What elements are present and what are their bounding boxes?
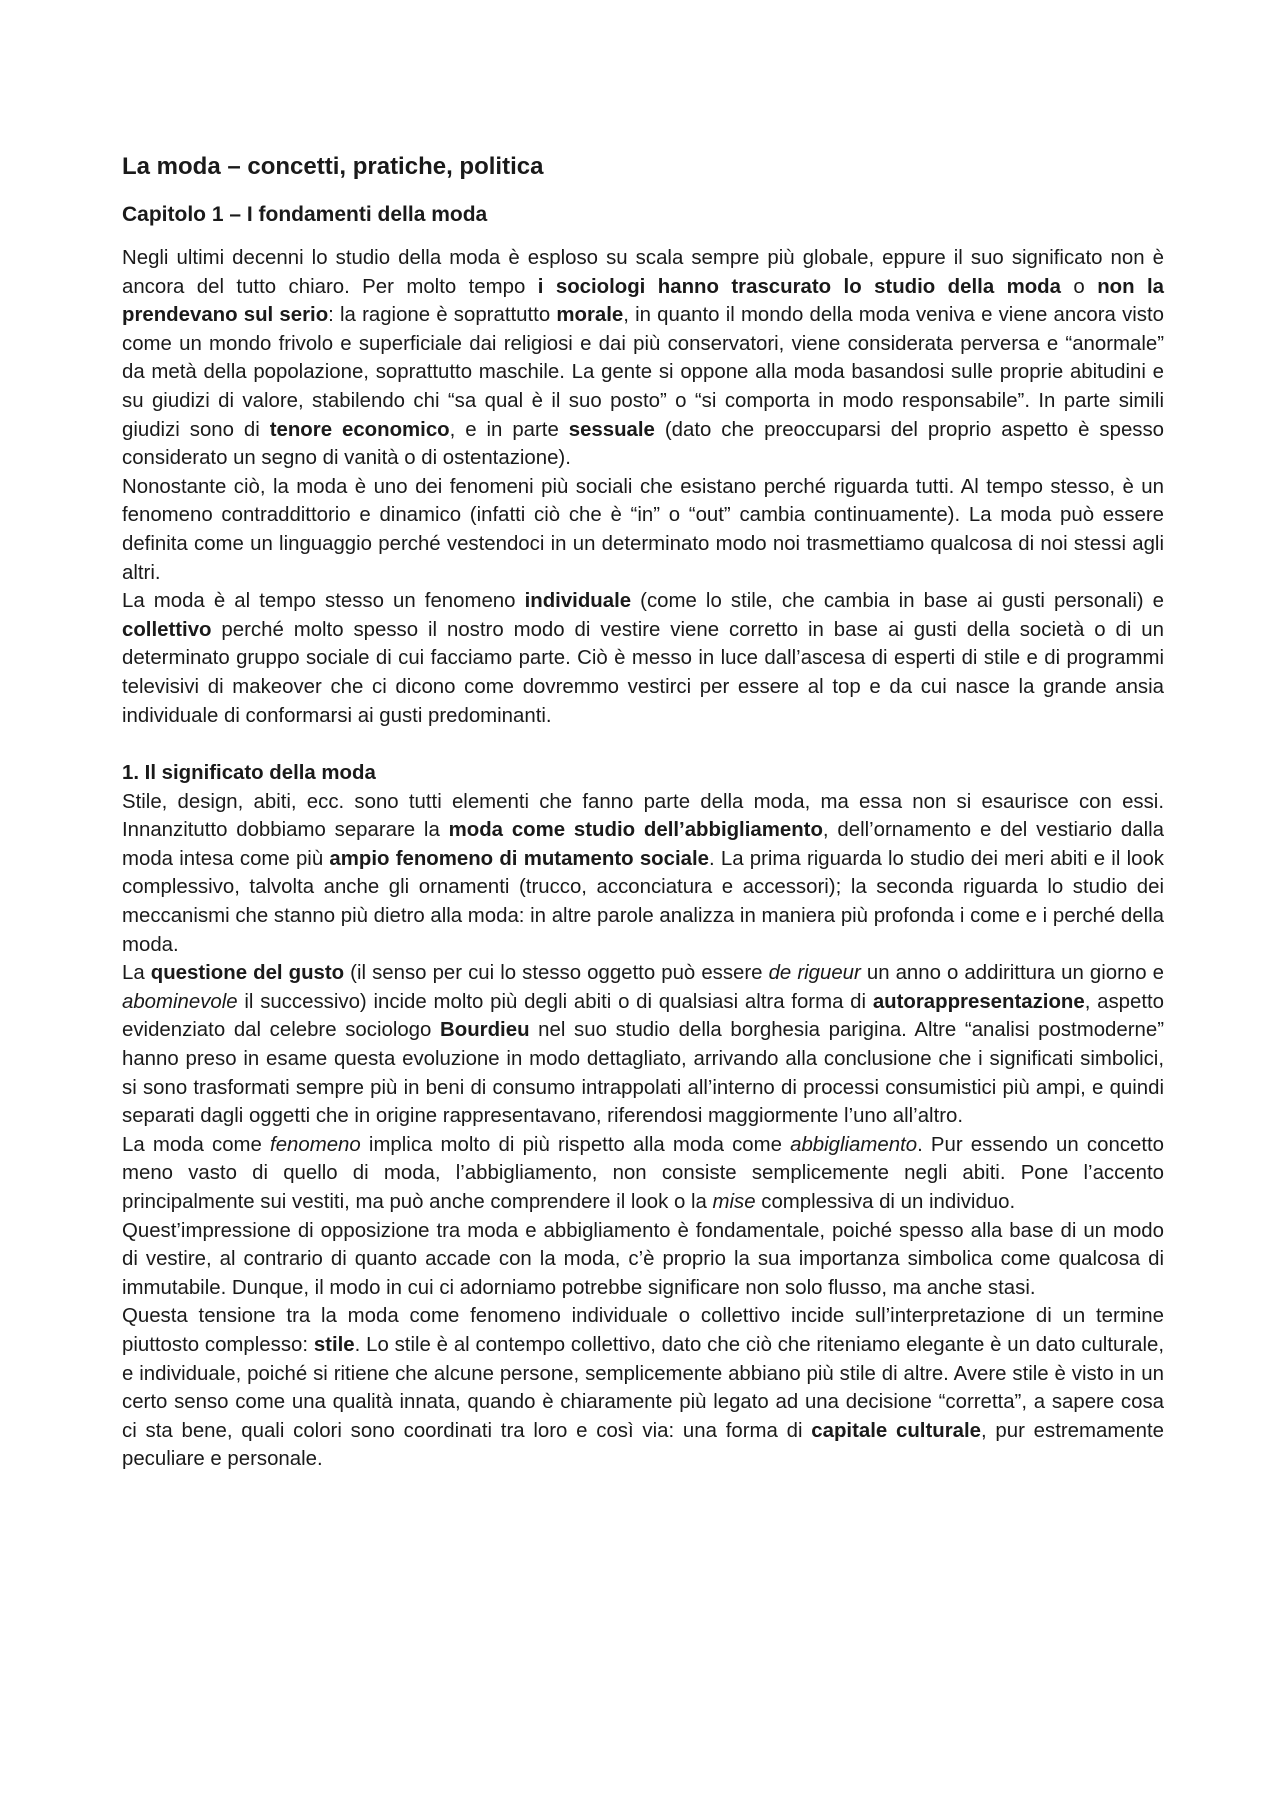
document-page — [122, 150, 1164, 1474]
bold-text: autorappresentazione — [872, 990, 1085, 1013]
text-run: La — [122, 962, 151, 985]
bold-text: questione del gusto — [150, 962, 345, 985]
bold-text: morale — [556, 304, 624, 327]
section-paragraph-2 — [122, 959, 1164, 1131]
section-paragraph-1 — [122, 788, 1164, 960]
bold-text: individuale — [524, 590, 632, 613]
italic-text: fenomeno — [270, 1133, 361, 1156]
text-run: . Lo stile è al contempo collettivo, dato che ciò che riteniamo elegante è un dato culturale, e individuale, poiché si ritiene che alcune persone, semplicemente abbiano più stile di altre. Avere stile è visto in un certo senso come una qualità innata, quando è chiaramente più legato ad una decisione “corretta”, a sapere cosa ci sta bene, quali colori sono coordinati tra loro e così via: una forma di — [122, 1333, 1164, 1442]
text-run: nel suo studio della borghesia parigina. Altre “analisi postmoderne” hanno preso in esame questa evoluzione in modo dettagliato, arrivando alla conclusione che i significati simbolici, si sono trasformati sempre più in beni di consumo intrappolati all’interno di processi consumistici più ampi, e quindi separati dagli oggetti che in origine rappresentavano, riferendosi maggiormente l’uno all’altro. — [122, 1019, 1164, 1128]
text-run: o — [1060, 275, 1098, 298]
bold-text: sessuale — [568, 418, 655, 441]
bold-text: tenore economico — [269, 418, 450, 441]
text-run: , dell’ornamento e del vestiario dalla moda intesa come più — [122, 819, 1164, 870]
italic-text: abbigliamento — [790, 1133, 918, 1156]
italic-text: de rigueur — [768, 962, 861, 985]
text-run: , e in parte — [449, 418, 569, 441]
section-spacer — [122, 730, 1164, 759]
chapter-heading: Capitolo 1 – I fondamenti della moda — [122, 203, 488, 226]
text-run: implica molto di più rispetto alla moda come — [360, 1133, 791, 1156]
bold-text: i sociologi hanno trascurato lo studio della moda — [537, 275, 1061, 298]
text-run: il successivo) incide molto più degli abiti o di qualsiasi altra forma di — [237, 990, 873, 1013]
text-run: Questa tensione tra la moda come fenomeno individuale o collettivo incide sull’interpretazione di un termine piuttosto complesso: — [122, 1305, 1164, 1356]
intro-paragraph-3 — [122, 587, 1164, 730]
text-run: Nonostante ciò, la moda è uno dei fenomeni più sociali che esistano perché riguarda tutti. Al tempo stesso, è un fenomeno contraddittorio e dinamico (infatti ciò che è “in” o “out” cambia continuamente). La moda può essere definita come un linguaggio perché vestendoci in un determinato modo noi trasmettiamo qualcosa di noi stessi agli altri. — [122, 475, 1164, 584]
text-run: Quest’impressione di opposizione tra moda e abbigliamento è fondamentale, poiché spesso alla base di un modo di vestire, al contrario di quanto accade con la moda, c’è proprio la sua importanza simbolica come qualcosa di immutabile. Dunque, il modo in cui ci adorniamo potrebbe significare non solo flusso, ma anche stasi. — [122, 1219, 1164, 1299]
intro-paragraph-2 — [122, 473, 1164, 587]
text-run: . Pur essendo un concetto meno vasto di quello di moda, l’abbigliamento, non consiste semplicemente negli abiti. Pone l’accento principalmente sui vestiti, ma può anche comprendere il look o la — [122, 1133, 1164, 1213]
text-run: (come lo stile, che cambia in base ai gusti personali) e — [631, 590, 1165, 613]
text-run: La moda come — [122, 1133, 271, 1156]
text-run: , aspetto evidenziato dal celebre sociologo — [122, 990, 1165, 1042]
text-run: Stile, design, abiti, ecc. sono tutti elementi che fanno parte della moda, ma essa non si esaurisce con essi. Innanzitutto dobbiamo separare la — [122, 790, 1164, 842]
text-run: : la ragione è soprattutto — [328, 304, 557, 327]
text-run: La moda è al tempo stesso un fenomeno — [122, 590, 525, 613]
text-run: perché molto spesso il nostro modo di vestire viene corretto in base ai gusti della società o di un determinato gruppo sociale di cui facciamo parte. Ciò è messo in luce dall’ascesa di esperti di stile e di programmi televisivi di makeover che ci dicono come dovremmo vestirci per essere al top e da cui nasce la grande ansia individuale di conformarsi ai gusti predominanti. — [122, 618, 1164, 727]
text-run: , in quanto il mondo della moda veniva e viene ancora visto come un mondo frivolo e superficiale dai religiosi e dai più conservatori, viene considerata perversa e “anormale” da metà della popolazione, soprattutto maschile. La gente si oppone alla moda basandosi sulle proprie abitudini e su giudizi di valore, stabilendo chi “sa qual è il suo posto” o “si comporta in modo responsabile”. In parte simili giudizi sono di — [122, 304, 1165, 441]
bold-text: stile — [313, 1333, 355, 1356]
intro-paragraph-1 — [122, 244, 1164, 473]
bold-text: ampio fenomeno di mutamento sociale — [329, 847, 709, 870]
section-paragraph-3 — [122, 1131, 1164, 1217]
bold-text: Bourdieu — [440, 1019, 530, 1042]
text-run: un anno o addirittura un giorno e — [860, 962, 1164, 985]
text-run: , pur estremamente peculiare e personale. — [122, 1419, 1164, 1471]
section-paragraph-4 — [122, 1217, 1164, 1303]
italic-text: abominevole — [122, 990, 238, 1013]
document-title: La moda – concetti, pratiche, politica — [122, 153, 544, 180]
bold-text: non la prendevano sul serio — [122, 275, 1165, 327]
bold-text: capitale culturale — [811, 1419, 981, 1442]
bold-text: moda come studio dell’abbigliamento — [448, 819, 823, 842]
text-run: (il senso per cui lo stesso oggetto può essere — [344, 962, 769, 985]
text-run: (dato che preoccuparsi del proprio aspetto è spesso considerato un segno di vanità o di ostentazione). — [122, 418, 1165, 470]
text-run: complessiva di un individuo. — [755, 1191, 1016, 1213]
section-paragraph-5 — [122, 1302, 1164, 1474]
italic-text: mise — [712, 1191, 756, 1213]
section-heading: 1. Il significato della moda — [122, 762, 376, 785]
text-run: . La prima riguarda lo studio dei meri abiti e il look complessivo, talvolta anche gli ornamenti (trucco, acconciatura e accessori); la seconda riguarda lo studio dei meccanismi che stanno più dietro alla moda: in altre parole analizza in maniera più profonda i come e i perché della moda. — [122, 847, 1164, 956]
text-run: Negli ultimi decenni lo studio della moda è esploso su scala sempre più globale, eppure il suo significato non è ancora del tutto chiaro. Per molto tempo — [122, 247, 1164, 298]
bold-text: collettivo — [122, 618, 212, 641]
